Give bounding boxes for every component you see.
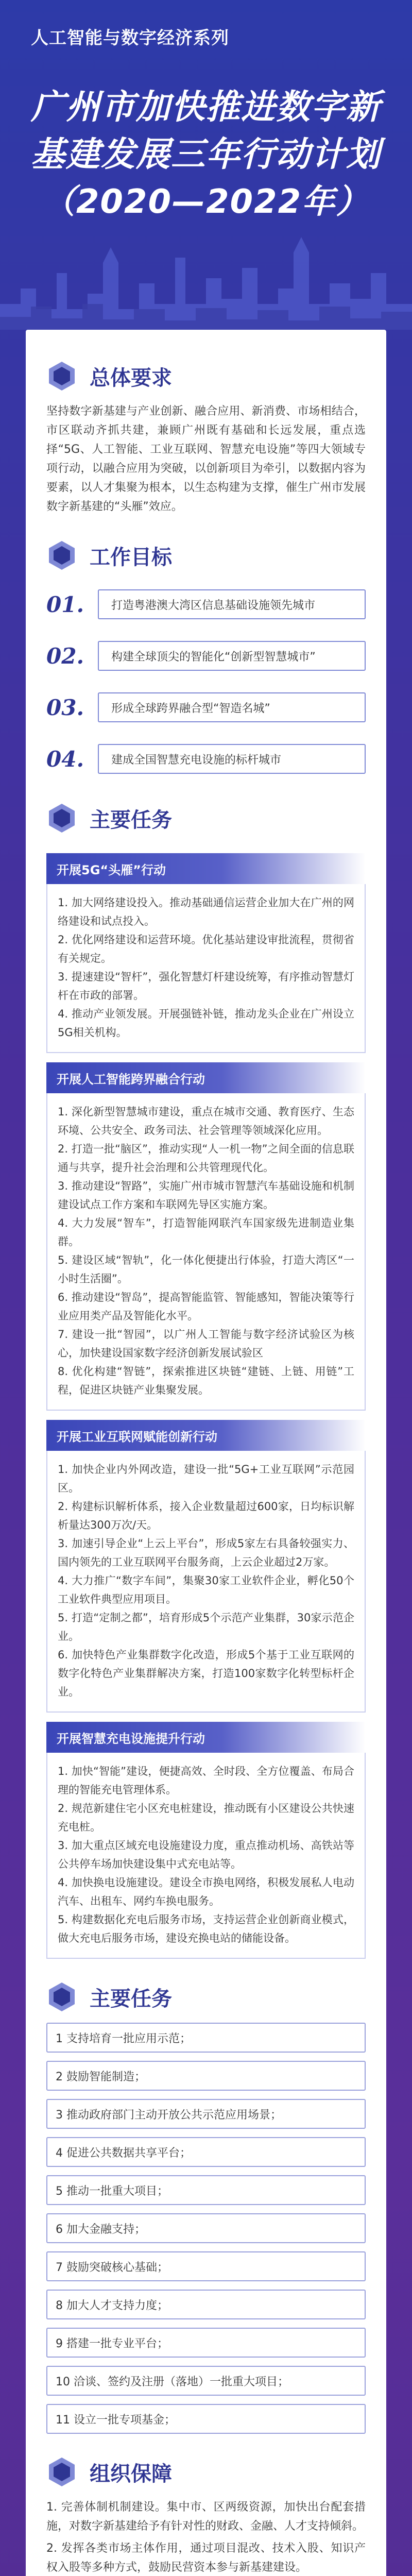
list-item: 7 鼓励突破核心基础；: [46, 2251, 366, 2281]
list-item: 2. 构建标识解析体系，接入企业数量超过600家，日均标识解析量达300万次/天。: [58, 1500, 354, 1531]
city-skyline-illustration: [0, 227, 412, 330]
subsection-5g: [46, 853, 366, 1053]
section-tasks-list: [46, 1971, 366, 2023]
title-line-3: （2020—2022年）: [42, 183, 370, 221]
list-item: 3. 推动建设“智路”，实施广州市城市智慧汽车基础设施和机制建设试点工作方案和车联网先导区实施方案。: [58, 1180, 354, 1211]
goals-list: [46, 586, 366, 777]
list-item: 4. 推动产业领发展。开展强链补链，推动龙头企业在广州设立5G相关机构。: [58, 1008, 354, 1039]
list-item: 1. 完善体制机制建设。集中市、区两级资源，加快出台配套措施，对数字新基建给予有针对性的财政、金融、人才支持倾斜。: [46, 2501, 366, 2533]
guarantee-list: [46, 2498, 366, 2576]
title-line-2: 基建发展三年行动计划: [31, 134, 381, 174]
subsection-body: [46, 1753, 366, 1959]
goal-text: 打造粤港澳大湾区信息基础设施领先城市: [98, 589, 366, 619]
list-item: 4. 大力推广“数字车间”，集聚30家工业软件企业，孵化50个工业软件典型应用项目。: [58, 1574, 354, 1605]
list-item: 2. 规范新建住宅小区充电桩建设，推动既有小区建设公共快速充电桩。: [58, 1802, 354, 1833]
goal-item: [46, 741, 366, 777]
list-item: 5 推动一批重大项目；: [46, 2175, 366, 2205]
list-item: 8 加大人才支持力度；: [46, 2290, 366, 2319]
section-title: 主要任务: [90, 808, 172, 832]
goal-item: [46, 689, 366, 725]
goal-number: 04.: [46, 746, 84, 772]
subsection-industrial-internet: [46, 1420, 366, 1713]
goal-item: [46, 638, 366, 674]
hexagon-icon: [46, 2456, 77, 2487]
section-title: 工作目标: [90, 545, 172, 569]
list-item: 5. 打造“定制之都”，培育形成5个示范产业集群，30家示范企业。: [58, 1612, 354, 1642]
list-item: 3. 提速建设“智杆”，强化智慧灯杆建设统筹，有序推动智慧灯杆在市政的部署。: [58, 971, 354, 1002]
list-item: 3 推动政府部门主动开放公共示范应用场景；: [46, 2099, 366, 2129]
header: [0, 0, 412, 330]
content-panel: [26, 330, 386, 2576]
list-item: 1. 深化新型智慧城市建设，重点在城市交通、教育医疗、生态环境、公共安全、政务司法、社会管理等领域深化应用。: [58, 1106, 354, 1137]
list-item: 4. 加快换电设施建设。建设全市换电网络，积极发展私人电动汽车、出租车、网约车换电服务。: [58, 1876, 354, 1907]
list-item: 9 搭建一批专业平台；: [46, 2328, 366, 2358]
subsection-title: 开展5G“头雁”行动: [46, 853, 366, 884]
list-item: 1. 加快“智能”建设，便捷高效、全时段、全方位覆盖、布局合理的智能充电管理体系。: [58, 1765, 354, 1796]
list-item: 8. 优化构建“智链”，探索推进区块链“建链、上链、用链”工程，促进区块链产业集聚发展。: [58, 1365, 354, 1396]
list-item: 1 支持培育一批应用示范；: [46, 2023, 366, 2053]
list-item: 2. 优化网络建设和运营环境。优化基站建设审批流程，贯彻省有关规定。: [58, 934, 354, 964]
list-item: 7. 建设一批“智园”，以广州人工智能与数字经济试验区为核心，加快建设国家数字经济创新发展试验区: [58, 1328, 354, 1359]
list-item: 6 加大金融支持；: [46, 2213, 366, 2243]
hexagon-icon: [46, 540, 77, 571]
goal-item: [46, 586, 366, 622]
list-item: 3. 加速引导企业“上云上平台”，形成5家左右具备较强实力、国内领先的工业互联网平台服务商，上云企业超过2万家。: [58, 1537, 354, 1568]
list-item: 1. 加大网络建设投入。推动基础通信运营企业加大在广州的网络建设和试点投入。: [58, 896, 354, 927]
subsection-title: 开展工业互联网赋能创新行动: [46, 1420, 366, 1451]
series-label: 人工智能与数字经济系列: [31, 28, 229, 48]
section-tasks: [46, 792, 366, 844]
hexagon-icon: [46, 361, 77, 392]
list-item: 11 设立一批专项基金；: [46, 2404, 366, 2434]
list-item: 2 鼓励智能制造；: [46, 2061, 366, 2091]
subsection-body: [46, 884, 366, 1053]
section-title: 主要任务: [90, 1987, 172, 2011]
subsection-ai: [46, 1062, 366, 1411]
subsection-body: [46, 1093, 366, 1411]
section-title: 总体要求: [90, 366, 172, 390]
goal-text: 建成全国智慧充电设施的标杆城市: [98, 744, 366, 774]
list-item: 6. 加快特色产业集群数字化改造，形成5个基于工业互联网的数字化特色产业集群解决方案，打造100家数字化转型标杆企业。: [58, 1649, 354, 1698]
list-item: 6. 推动建设“智岛”，提高智能监管、智能感知，智能决策等行业应用类产品及智能化水平。: [58, 1291, 354, 1322]
list-item: 3. 加大重点区域充电设施建设力度，重点推动机场、高铁站等公共停车场加快建设集中式充电站等。: [58, 1839, 354, 1870]
list-item: 4. 大力发展“智车”，打造智能网联汽车国家级先进制造业集群。: [58, 1217, 354, 1248]
tasks-list: [46, 2023, 366, 2434]
list-item: 5. 构建数据化充电后服务市场，支持运营企业创新商业模式，做大充电后服务市场，建设充换电站的储能设备。: [58, 1913, 354, 1944]
goal-text: 构建全球顶尖的智能化“创新型智慧城市”: [98, 641, 366, 671]
list-item: 2. 打造一批“脑区”，推动实现“人一机一物”之间全面的信息联通与共享，提升社会治理和公共管理现代化。: [58, 1143, 354, 1174]
list-item: 4 促进公共数据共享平台；: [46, 2137, 366, 2167]
goal-text: 形成全球跨界融合型“智造名城”: [98, 692, 366, 722]
hexagon-icon: [46, 1981, 77, 2012]
goal-number: 01.: [46, 591, 84, 617]
section-overall: [46, 350, 366, 402]
goal-number: 03.: [46, 694, 84, 720]
section-title: 组织保障: [90, 2462, 172, 2486]
subsection-title: 开展人工智能跨界融合行动: [46, 1062, 366, 1093]
section-guarantee: [46, 2446, 366, 2498]
list-item: 1. 加快企业内外网改造，建设一批“5G+工业互联网”示范园区。: [58, 1463, 354, 1494]
list-item: 10 洽谈、签约及注册（落地）一批重大项目；: [46, 2366, 366, 2396]
overall-text: 坚持数字新基建与产业创新、融合应用、新消费、市场相结合，市区联动齐抓共建，兼顾广州既有基础和长远发展，重点选择“5G、人工智能、工业互联网、智慧充电设施”等四大领域专项行动，以融合应用为突破，以创新项目为牵引，以数据内容为要素，以人才集聚为根本，以生态构建为支撑，催生广州市发展数字新基建的“头雁”效应。: [46, 405, 366, 513]
section-goals: [46, 530, 366, 581]
title-line-1: 广州市加快推进数字新: [31, 87, 381, 127]
list-item: 5. 建设区域“智轨”，化一体化便捷出行体验，打造大湾区“一小时生活圈”。: [58, 1254, 354, 1285]
subsection-charging: [46, 1722, 366, 1959]
list-item: 2. 发挥各类市场主体作用，通过项目混改、技术入股、知识产权入股等多种方式，鼓励民营资本参与新基建建设。: [46, 2542, 366, 2574]
goal-number: 02.: [46, 643, 84, 669]
subsection-body: [46, 1451, 366, 1713]
hexagon-icon: [46, 803, 77, 834]
subsection-title: 开展智慧充电设施提升行动: [46, 1722, 366, 1753]
